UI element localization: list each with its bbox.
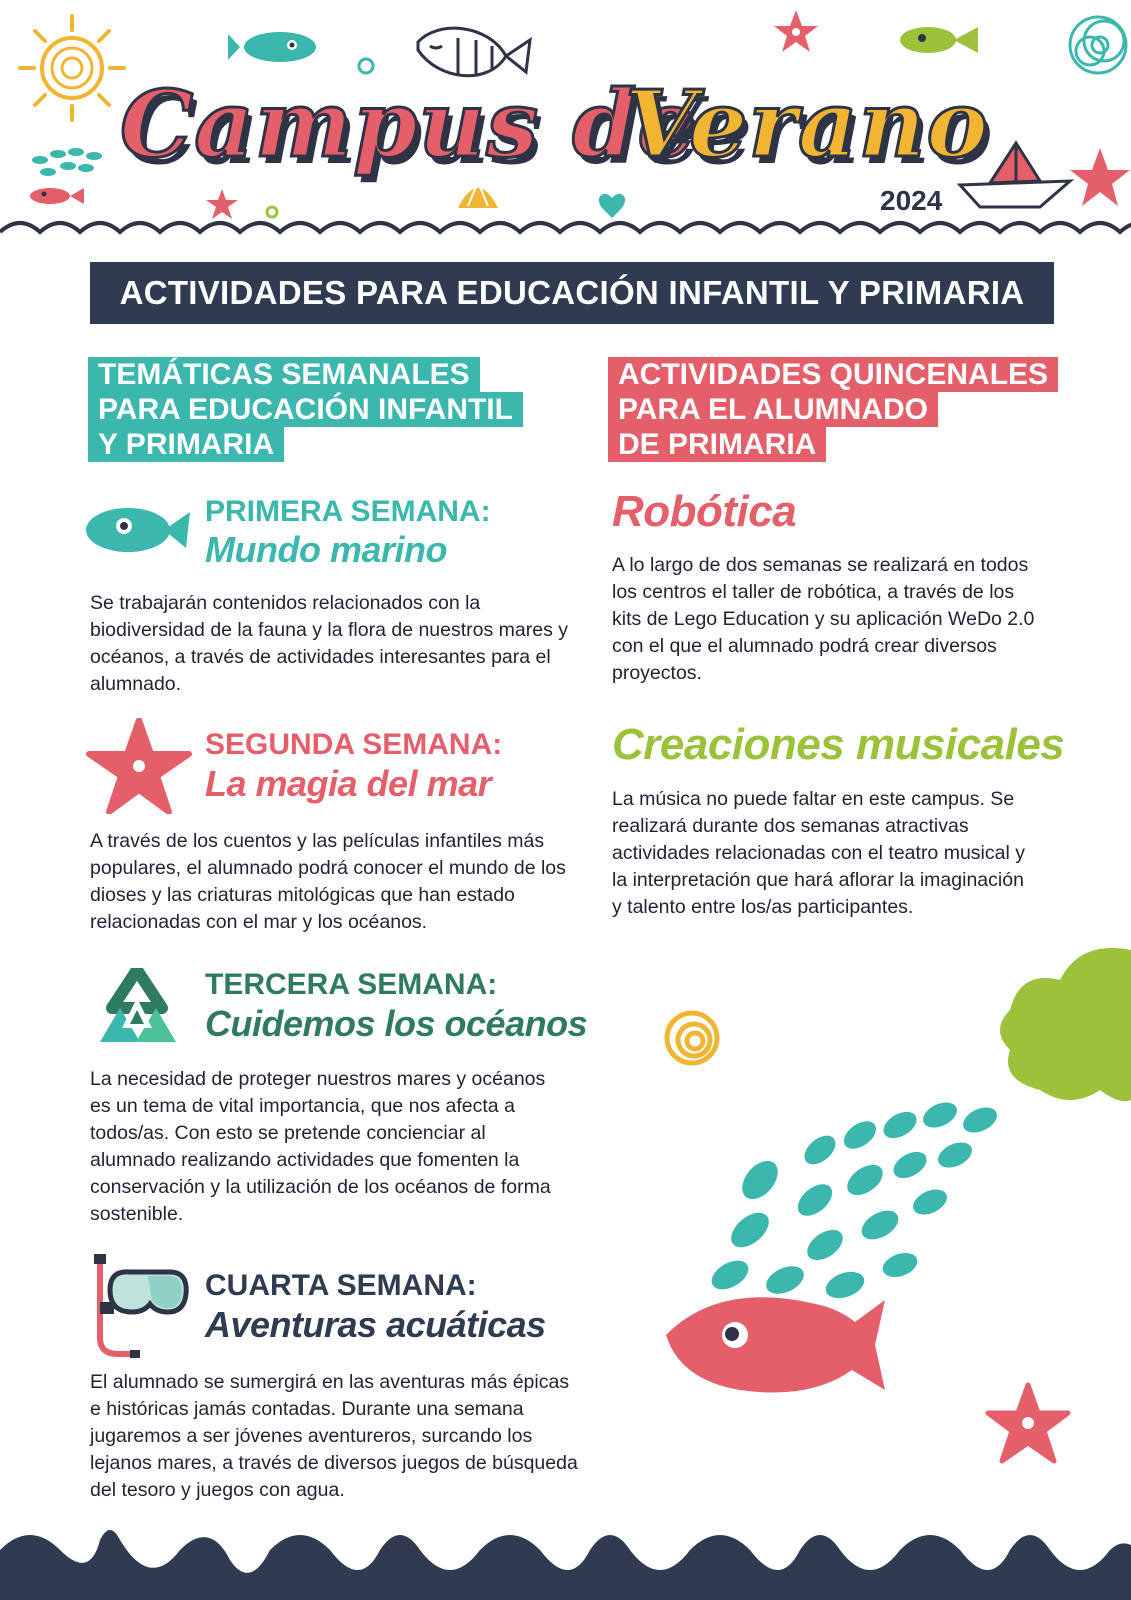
heading-line: PARA EDUCACIÓN INFANTIL bbox=[88, 392, 523, 427]
week4-text: El alumnado se sumergirá en las aventuras más épicas e históricas jamás contadas. Durante una semana jugaremos a ser jóvenes aventureros, surcando los lejanos mares, a través de diversos juegos de búsqueda del tesoro y juegos con agua. bbox=[90, 1371, 578, 1501]
week3-text: La necesidad de proteger nuestros mares y océanos es un tema de vital importancia, que nos afecta a todos/as. Con esto se pretende concienciar al alumnado realizando actividades que fomenten la conservación y la utilización de los océanos de forma sostenible. bbox=[90, 1068, 551, 1225]
starfish-icon bbox=[774, 10, 818, 52]
top-wave bbox=[0, 223, 1131, 232]
heading-line: PARA EL ALUMNADO bbox=[608, 392, 938, 427]
week2-label: SEGUNDA SEMANA: bbox=[205, 728, 503, 761]
heading-line: Y PRIMARIA bbox=[88, 427, 284, 462]
fish-icon bbox=[228, 32, 316, 62]
music-text: La música no puede faltar en este campus. Se realizará durante dos semanas atractivas actividades relacionadas con el teatro musical y la interpretación que hará aflorar la imaginación y talento entre los/as participantes. bbox=[612, 788, 1025, 918]
fish-school-icon bbox=[707, 1097, 1001, 1303]
coral-blob-icon bbox=[1000, 948, 1131, 1101]
fish-icon bbox=[86, 502, 190, 558]
page-title bbox=[120, 70, 1020, 200]
fish-icon bbox=[666, 1297, 885, 1392]
robotics-text: A lo largo de dos semanas se realizará en todos los centros el taller de robótica, a través de los kits de Lego Education y su aplicación WeDo 2.0 con el que el alumnado podrá crear diversos proyectos. bbox=[612, 554, 1035, 684]
snorkel-mask-icon bbox=[90, 1250, 190, 1360]
outline-fish-icon bbox=[418, 28, 530, 76]
recycle-icon bbox=[92, 968, 182, 1050]
week2-theme: La magia del mar bbox=[205, 763, 492, 804]
week1-label: PRIMERA SEMANA: bbox=[205, 495, 491, 528]
robotics-title: Robótica bbox=[612, 487, 797, 536]
title-verano: Verano bbox=[625, 70, 989, 178]
week1-text: Se trabajarán contenidos relacionados con la biodiversidad de la fauna y la flora de nuestros mares y océanos, a través de actividades interesantes para el alumnado. bbox=[90, 592, 569, 695]
main-banner: ACTIVIDADES PARA EDUCACIÓN INFANTIL Y PRIMARIA bbox=[90, 262, 1054, 324]
bottom-waves bbox=[0, 1520, 1131, 1600]
right-column-heading bbox=[608, 357, 1058, 462]
heading-line: ACTIVIDADES QUINCENALES bbox=[608, 357, 1058, 392]
starfish-icon bbox=[86, 718, 192, 814]
fish-school-icon bbox=[30, 148, 102, 204]
starfish-icon bbox=[988, 1385, 1068, 1461]
week4-label: CUARTA SEMANA: bbox=[205, 1269, 477, 1302]
starfish-icon bbox=[1070, 148, 1130, 206]
sun-icon bbox=[20, 16, 124, 120]
week1-theme: Mundo marino bbox=[205, 529, 447, 570]
week4-theme: Aventuras acuáticas bbox=[205, 1304, 546, 1345]
week3-label: TERCERA SEMANA: bbox=[205, 968, 498, 1001]
heading-line: DE PRIMARIA bbox=[608, 427, 826, 462]
scribble-icon bbox=[1070, 17, 1126, 73]
fish-icon bbox=[900, 27, 978, 53]
week2-text: A través de los cuentos y las películas infantiles más populares, el alumnado podrá conocer el mundo de los dioses y las criaturas mitológicas que han estado relacionadas con el mar y los océanos. bbox=[90, 830, 566, 933]
title-campus: Campus de bbox=[120, 70, 698, 178]
week3-theme: Cuidemos los océanos bbox=[205, 1003, 588, 1044]
left-column-heading bbox=[88, 357, 523, 462]
right-decorations bbox=[640, 940, 1131, 1500]
music-title: Creaciones musicales bbox=[612, 720, 1065, 769]
heading-line: TEMÁTICAS SEMANALES bbox=[88, 357, 480, 392]
spiral-icon bbox=[667, 1013, 717, 1063]
year-label: 2024 bbox=[880, 185, 943, 216]
